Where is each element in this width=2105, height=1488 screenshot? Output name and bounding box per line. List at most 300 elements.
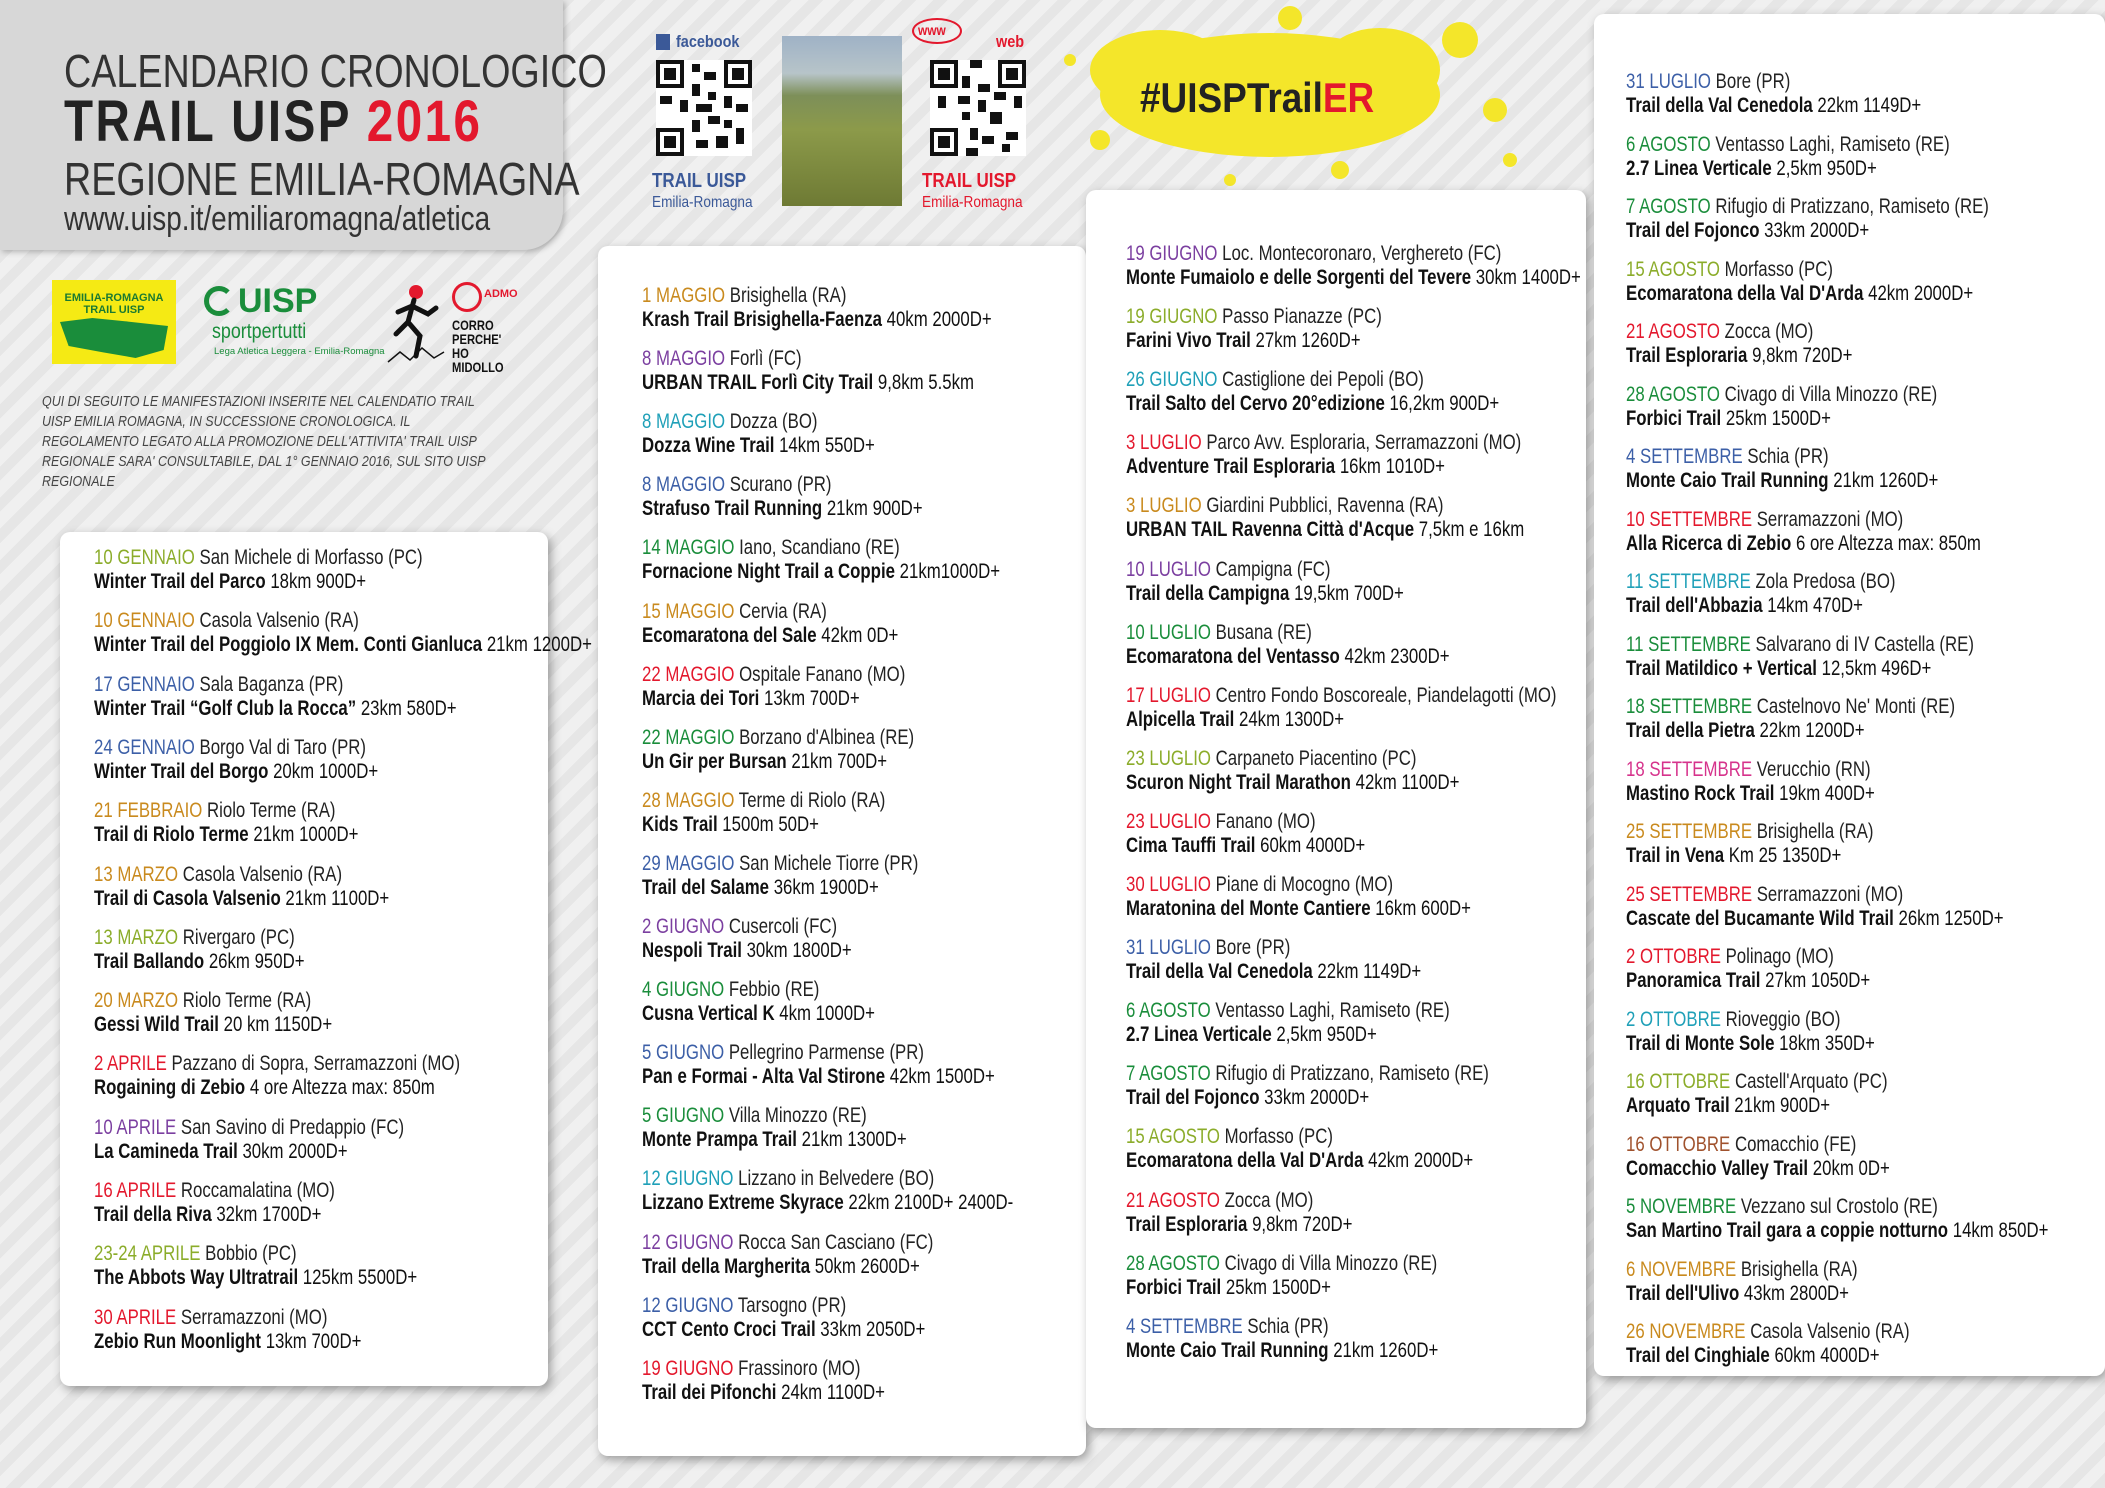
header-title — [64, 88, 483, 155]
event-item — [642, 600, 898, 648]
event-place: Zola Predosa (BO) — [1755, 570, 1896, 593]
event-stats: 21km 1100D+ — [285, 886, 390, 910]
event-detail — [1126, 960, 1421, 984]
event-name: Scuron Night Trail Marathon — [1126, 770, 1351, 794]
event-place: Iano, Scandiano (RE) — [739, 536, 900, 560]
event-date: 5 NOVEMBRE — [1626, 1195, 1737, 1218]
event-stats: 21km 1260D+ — [1833, 469, 1939, 492]
event-item — [1126, 305, 1382, 353]
event-date: 12 GIUGNO — [642, 1167, 734, 1191]
event-date: 10 GENNAIO — [94, 546, 195, 569]
event-detail — [1126, 645, 1450, 669]
event-date: 30 LUGLIO — [1126, 873, 1211, 896]
event-detail — [1126, 329, 1382, 353]
event-detail — [1626, 344, 1852, 368]
event-stats: 2,5km 950D+ — [1276, 1023, 1377, 1047]
event-item — [642, 1357, 885, 1405]
event-detail — [642, 497, 923, 521]
event-stats: 1500m 50D+ — [722, 812, 819, 836]
event-date: 31 LUGLIO — [1626, 70, 1711, 93]
uisp-lega: Lega Atletica Leggera - Emilia-Romagna — [214, 346, 385, 357]
event-place: Schia (PR) — [1747, 445, 1829, 468]
event-stats: 14km 470D+ — [1767, 594, 1863, 617]
event-detail — [642, 687, 905, 711]
event-item — [642, 852, 918, 900]
event-item — [1626, 195, 1989, 243]
event-place: Rifugio di Pratizzano, Ramiseto (RE) — [1715, 195, 1989, 218]
event-header — [1626, 383, 1937, 407]
event-name: Marcia dei Tori — [642, 686, 760, 710]
event-name: Winter Trail del Borgo — [94, 759, 269, 783]
event-header — [642, 600, 898, 624]
event-header — [642, 410, 875, 434]
event-name: Forbici Trail — [1126, 1275, 1222, 1299]
event-item — [1626, 133, 1950, 181]
event-name: Trail Esploraria — [1126, 1212, 1248, 1236]
event-item — [642, 978, 875, 1026]
event-place: Frassinoro (MO) — [738, 1356, 861, 1380]
event-header — [1626, 195, 1989, 219]
event-name: Alpicella Trail — [1126, 707, 1235, 731]
event-detail — [1126, 1276, 1437, 1300]
event-place: Brisighella (RA) — [1740, 1257, 1858, 1281]
event-header — [94, 673, 457, 697]
event-header — [1126, 999, 1450, 1023]
event-header — [642, 1231, 933, 1255]
web-label: web — [996, 32, 1025, 51]
event-item — [642, 1167, 1013, 1215]
event-header — [1626, 633, 1974, 657]
event-detail — [1126, 1213, 1352, 1237]
event-detail — [94, 697, 457, 721]
event-date: 19 GIUGNO — [1126, 242, 1218, 265]
event-place: Civago di Villa Minozzo (RE) — [1224, 1251, 1438, 1275]
event-place: Salvarano di IV Castella (RE) — [1755, 632, 1974, 656]
event-detail — [94, 1203, 335, 1227]
event-header — [1126, 873, 1471, 897]
event-place: Giardini Pubblici, Ravenna (RA) — [1206, 494, 1444, 518]
event-name: Ecomaratona della Val D'Arda — [1126, 1149, 1364, 1173]
facebook-caption-sub: Emilia-Romagna — [652, 194, 753, 211]
event-stats: 42km 2000D+ — [1368, 1149, 1474, 1173]
event-date: 17 LUGLIO — [1126, 683, 1211, 707]
event-name: Trail di Casola Valsenio — [94, 886, 281, 910]
trail-runners-photo — [782, 36, 902, 206]
event-stats: 33km 2000D+ — [1264, 1086, 1370, 1110]
web-caption-sub: Emilia-Romagna — [922, 194, 1023, 211]
event-stats: 21km 1260D+ — [1333, 1338, 1439, 1362]
event-detail — [94, 1013, 332, 1037]
event-date: 30 APRILE — [94, 1305, 177, 1329]
event-stats: 25km 1500D+ — [1225, 1275, 1331, 1299]
event-detail — [1626, 782, 1875, 806]
event-place: San Michele di Morfasso (PC) — [199, 546, 423, 569]
hashtag[interactable] — [1140, 74, 1374, 122]
event-detail — [1626, 1282, 1858, 1306]
event-place: Rocca San Casciano (FC) — [738, 1230, 934, 1254]
event-item — [1626, 1320, 1910, 1368]
event-place: Roccamalatina (MO) — [180, 1179, 335, 1202]
event-date: 8 MAGGIO — [642, 347, 726, 371]
header-title-year: 2016 — [366, 89, 483, 154]
event-stats: 19,5km 700D+ — [1294, 581, 1404, 605]
event-date: 16 OTTOBRE — [1626, 1070, 1731, 1093]
www-label: www — [918, 22, 946, 38]
event-detail — [1126, 1339, 1438, 1363]
event-item — [1126, 1315, 1438, 1363]
event-header — [94, 1052, 460, 1076]
event-name: Winter Trail del Parco — [94, 570, 266, 593]
er-logo-label: EMILIA-ROMAGNA TRAIL UISP — [64, 292, 164, 316]
event-item — [642, 473, 923, 521]
event-detail — [1626, 1032, 1875, 1056]
event-detail — [94, 1140, 404, 1164]
event-date: 12 GIUGNO — [642, 1293, 734, 1317]
event-detail — [1626, 219, 1989, 243]
event-item — [1126, 621, 1450, 669]
event-place: Sala Baganza (PR) — [199, 672, 344, 696]
uisp-logo — [204, 282, 385, 364]
event-date: 7 AGOSTO — [1626, 195, 1711, 218]
event-item — [94, 1306, 361, 1354]
region-map-icon — [60, 318, 168, 358]
event-date: 15 AGOSTO — [1626, 257, 1720, 281]
event-stats: 16,2km 900D+ — [1389, 392, 1500, 416]
uisp-wordmark: UISP — [238, 282, 318, 320]
event-stats: 125km 5500D+ — [302, 1266, 418, 1290]
event-header — [1126, 1315, 1438, 1339]
event-stats: 22km 2100D+ 2400D- — [848, 1191, 1014, 1215]
event-detail — [1626, 594, 1896, 618]
event-header — [94, 1242, 417, 1266]
event-item — [1126, 494, 1524, 542]
event-stats: 42km 2000D+ — [1868, 281, 1974, 305]
event-place: Cusercoli (FC) — [728, 915, 838, 938]
event-header — [1626, 570, 1896, 594]
event-place: Lizzano in Belvedere (BO) — [738, 1167, 935, 1191]
event-name: Trail Salto del Cervo 20°edizione — [1126, 392, 1385, 416]
emilia-romagna-trail-logo — [52, 280, 176, 364]
event-detail — [1126, 834, 1365, 858]
event-stats: 42km 1500D+ — [889, 1065, 995, 1089]
event-stats: 20 km 1150D+ — [223, 1013, 333, 1037]
event-stats: 21km 1300D+ — [801, 1128, 907, 1152]
event-item — [1126, 936, 1421, 984]
event-item — [1626, 633, 1974, 681]
event-stats: 19km 400D+ — [1779, 781, 1875, 805]
event-date: 2 APRILE — [94, 1052, 167, 1076]
event-stats: 22km 1200D+ — [1759, 719, 1865, 742]
event-name: Ecomaratona del Ventasso — [1126, 644, 1340, 668]
event-place: Casola Valsenio (RA) — [199, 609, 359, 633]
event-name: Krash Trail Brisighella-Faenza — [642, 308, 882, 331]
event-name: Ecomaratona del Sale — [642, 623, 817, 647]
event-header — [1626, 758, 1875, 782]
event-place: Serramazzoni (MO) — [1756, 507, 1904, 531]
event-date: 19 GIUGNO — [1126, 305, 1218, 329]
event-date: 31 LUGLIO — [1126, 936, 1211, 960]
event-name: 2.7 Linea Verticale — [1126, 1023, 1272, 1047]
events-column-2 — [598, 246, 1086, 1456]
event-name: Trail dei Pifonchi — [642, 1380, 777, 1404]
event-date: 10 LUGLIO — [1126, 557, 1211, 581]
event-item — [1126, 999, 1450, 1047]
event-date: 17 GENNAIO — [94, 672, 195, 696]
event-item — [1626, 258, 1973, 306]
event-date: 26 GIUGNO — [1126, 368, 1218, 392]
event-date: 10 LUGLIO — [1126, 620, 1211, 644]
event-place: Ospitale Fanano (MO) — [739, 662, 906, 686]
event-name: Trail del Salame — [642, 875, 770, 899]
events-column-1 — [60, 532, 592, 1386]
event-detail — [94, 760, 378, 784]
event-place: Verucchio (RN) — [1756, 757, 1871, 781]
event-place: Riolo Terme (RA) — [182, 989, 312, 1013]
event-detail — [1626, 907, 2004, 931]
event-stats: 40km 2000D+ — [886, 308, 992, 331]
event-header — [1126, 1125, 1473, 1149]
event-detail — [1626, 1094, 1888, 1118]
event-header — [1626, 1195, 2048, 1219]
event-date: 15 MAGGIO — [642, 599, 735, 623]
event-place: Ventasso Laghi, Ramiseto (RE) — [1715, 132, 1950, 156]
event-header — [94, 1116, 404, 1140]
event-stats: 6 ore Altezza max: 850m — [1795, 531, 1981, 555]
event-detail — [1626, 157, 1950, 181]
event-stats: 9,8km 720D+ — [1252, 1212, 1353, 1236]
event-item — [642, 726, 914, 774]
event-place: Morfasso (PC) — [1224, 1125, 1333, 1149]
event-place: Terme di Riolo (RA) — [738, 788, 886, 812]
header-line-1: CALENDARIO CRONOLOGICO — [64, 45, 607, 97]
event-item — [94, 1116, 404, 1164]
event-detail — [1126, 1149, 1473, 1173]
event-date: 23 LUGLIO — [1126, 746, 1211, 770]
event-header — [1626, 1008, 1875, 1032]
event-header — [1126, 810, 1365, 834]
event-detail — [642, 750, 914, 774]
hashtag-accent: ER — [1322, 74, 1375, 121]
event-place: Zocca (MO) — [1724, 320, 1814, 343]
event-item — [1126, 684, 1557, 732]
event-header — [642, 284, 992, 308]
event-stats: 4 ore Altezza max: 850m — [249, 1076, 435, 1100]
event-detail — [642, 1318, 925, 1342]
event-place: Febbio (RE) — [728, 978, 820, 1002]
event-name: CCT Cento Croci Trail — [642, 1317, 816, 1341]
event-stats: 42km 0D+ — [821, 623, 899, 647]
admo-badge-icon — [452, 282, 482, 312]
qr-code-icon — [930, 60, 1026, 156]
events-column-4 — [1594, 14, 2105, 1376]
event-stats: 27km 1050D+ — [1765, 969, 1871, 992]
event-detail — [1626, 969, 1870, 993]
event-stats: 60km 4000D+ — [1774, 1344, 1880, 1367]
event-name: Mastino Rock Trail — [1626, 781, 1775, 805]
event-stats: 12,5km 496D+ — [1821, 656, 1932, 680]
event-header — [1126, 558, 1404, 582]
event-name: Trail di Riolo Terme — [94, 823, 249, 847]
event-place: Tarsogno (PR) — [737, 1293, 847, 1317]
event-detail — [642, 560, 1000, 584]
hashtag-main: #UISPTrail — [1140, 74, 1323, 121]
event-stats: 22km 1149D+ — [1317, 960, 1422, 984]
event-place: Bore (PR) — [1715, 70, 1791, 93]
event-name: Dozza Wine Trail — [642, 434, 775, 458]
event-stats: 13km 700D+ — [265, 1329, 362, 1353]
event-place: Scurano (PR) — [729, 473, 832, 497]
event-name: Comacchio Valley Trail — [1626, 1156, 1809, 1180]
event-name: Ecomaratona della Val D'Arda — [1626, 281, 1864, 305]
header-region: REGIONE EMILIA-ROMAGNA — [64, 153, 580, 205]
runner-icon — [386, 282, 446, 366]
event-header — [642, 536, 1000, 560]
event-date: 22 MAGGIO — [642, 662, 735, 686]
event-name: Panoramica Trail — [1626, 969, 1761, 992]
event-date: 11 SETTEMBRE — [1626, 570, 1751, 593]
event-stats: 42km 2300D+ — [1344, 644, 1450, 668]
event-header — [1126, 684, 1557, 708]
event-date: 28 AGOSTO — [1126, 1251, 1220, 1275]
event-item — [1626, 1258, 1858, 1306]
event-place: Borzano d'Albinea (RE) — [739, 725, 915, 749]
event-stats: 13km 700D+ — [764, 686, 860, 710]
event-detail — [1626, 844, 1873, 868]
event-name: Kids Trail — [642, 812, 718, 836]
event-item — [1626, 758, 1875, 806]
event-place: Dozza (BO) — [729, 410, 818, 434]
event-name: Trail Ballando — [94, 949, 205, 973]
event-place: Passo Pianazze (PC) — [1222, 305, 1382, 329]
event-header — [94, 736, 378, 760]
event-item — [1626, 1195, 2048, 1243]
event-name: Rogaining di Zebio — [94, 1076, 246, 1100]
event-item — [642, 410, 875, 458]
event-stats: 21km 1000D+ — [253, 823, 359, 847]
event-stats: 50km 2600D+ — [814, 1254, 920, 1278]
event-item — [1126, 1252, 1437, 1300]
event-name: Trail Matildico + Vertical — [1626, 656, 1817, 680]
event-detail — [1626, 657, 1974, 681]
event-name: URBAN TAIL Ravenna Città d'Acque — [1126, 518, 1415, 542]
event-place: Casola Valsenio (RA) — [1750, 1320, 1910, 1343]
event-header — [1126, 747, 1459, 771]
event-name: Trail della Margherita — [642, 1254, 811, 1278]
event-item — [1626, 820, 1873, 868]
event-date: 10 GENNAIO — [94, 609, 195, 633]
event-header — [94, 989, 332, 1013]
event-name: Trail dell'Ulivo — [1626, 1281, 1740, 1305]
event-date: 28 MAGGIO — [642, 788, 735, 812]
qr-code-icon — [656, 60, 752, 156]
event-header — [1626, 133, 1950, 157]
event-name: Monte Prampa Trail — [642, 1128, 797, 1152]
event-place: Borgo Val di Taro (PR) — [199, 735, 367, 759]
event-name: Trail della Val Cenedola — [1626, 94, 1813, 117]
event-date: 23 LUGLIO — [1126, 809, 1211, 833]
event-name: Cima Tauffi Trail — [1126, 833, 1256, 857]
event-place: Cervia (RA) — [739, 599, 827, 623]
event-detail — [642, 624, 898, 648]
event-name: Trail del Fojonco — [1626, 219, 1760, 242]
event-item — [94, 736, 378, 784]
event-date: 5 GIUGNO — [642, 1041, 725, 1065]
corro-text: CORRO PERCHE' HO MIDOLLO — [452, 317, 504, 375]
event-item — [1126, 1062, 1489, 1110]
facebook-icon — [656, 34, 670, 50]
event-header — [642, 789, 885, 813]
event-place: Vezzano sul Crostolo (RE) — [1740, 1195, 1938, 1218]
event-stats: 18km 900D+ — [270, 570, 367, 593]
event-place: Comacchio (FE) — [1734, 1132, 1857, 1156]
event-item — [1626, 383, 1937, 431]
event-name: Nespoli Trail — [642, 939, 742, 962]
event-name: Trail della Pietra — [1626, 719, 1755, 742]
event-stats: 33km 2050D+ — [820, 1317, 926, 1341]
event-date: 11 SETTEMBRE — [1626, 632, 1751, 656]
event-detail — [1126, 582, 1404, 606]
event-detail — [1626, 407, 1937, 431]
event-place: Riolo Terme (RA) — [206, 799, 336, 823]
event-name: URBAN TRAIL Forlì City Trail — [642, 371, 874, 395]
event-header — [642, 1104, 907, 1128]
event-detail — [1626, 282, 1973, 306]
event-place: Ventasso Laghi, Ramiseto (RE) — [1215, 999, 1450, 1023]
event-place: Bore (PR) — [1215, 936, 1291, 960]
web-caption-title: TRAIL UISP — [922, 170, 1017, 192]
event-name: Adventure Trail Esploraria — [1126, 455, 1336, 479]
event-stats: 25km 1500D+ — [1725, 406, 1831, 430]
event-stats: 2,5km 950D+ — [1776, 156, 1877, 180]
intro-text: QUI DI SEGUITO LE MANIFESTAZIONI INSERITE NEL CALENDATIO TRAIL UISP EMILIA ROMAGNA, IN SUCCESSIONE CRONOLOGICA. IL REGOLAMENTO LEGATO ALLA PROMOZIONE DELL'ATTIVITA' TRAIL UISP REGIONALE SARA' CONSULTABILE, DAL 1° GENNAIO 2016, SUL SITO UISP REGIONALE — [42, 394, 486, 490]
event-place: Fanano (MO) — [1215, 809, 1316, 833]
event-name: Zebio Run Moonlight — [94, 1329, 262, 1353]
event-stats: 16km 1010D+ — [1339, 455, 1445, 479]
event-stats: 33km 2000D+ — [1764, 219, 1870, 242]
event-header — [94, 1306, 361, 1330]
event-place: Castell'Arquato (PC) — [1734, 1070, 1888, 1093]
event-name: Monte Fumaiolo e delle Sorgenti del Tevere — [1126, 266, 1472, 289]
event-detail — [642, 371, 974, 395]
event-date: 21 AGOSTO — [1626, 320, 1720, 343]
event-header — [94, 926, 305, 950]
event-header — [1126, 494, 1524, 518]
event-item — [94, 1179, 335, 1227]
event-item — [1626, 70, 1921, 118]
event-name: Trail di Monte Sole — [1626, 1031, 1775, 1055]
event-stats: 21km 900D+ — [826, 497, 923, 521]
event-item — [642, 1231, 933, 1279]
event-date: 18 SETTEMBRE — [1626, 757, 1753, 781]
event-item — [1126, 873, 1471, 921]
event-place: Civago di Villa Minozzo (RE) — [1724, 382, 1938, 406]
event-detail — [1126, 897, 1471, 921]
event-header — [1126, 621, 1450, 645]
event-item — [94, 989, 332, 1037]
event-stats: Km 25 1350D+ — [1728, 844, 1842, 867]
event-stats: 14km 850D+ — [1952, 1219, 2049, 1242]
header-url[interactable]: www.uisp.it/emiliaromagna/atletica — [64, 200, 491, 238]
event-header — [94, 1179, 335, 1203]
event-detail — [642, 876, 918, 900]
corro-admo-logo — [386, 282, 518, 375]
event-place: Loc. Montecoronaro, Verghereto (FC) — [1222, 242, 1502, 265]
event-item — [94, 863, 389, 911]
event-header — [642, 1041, 995, 1065]
event-item — [642, 789, 885, 837]
event-detail — [1126, 1086, 1489, 1110]
event-name: Winter Trail del Poggiolo IX Mem. Conti Gianluca — [94, 633, 483, 657]
